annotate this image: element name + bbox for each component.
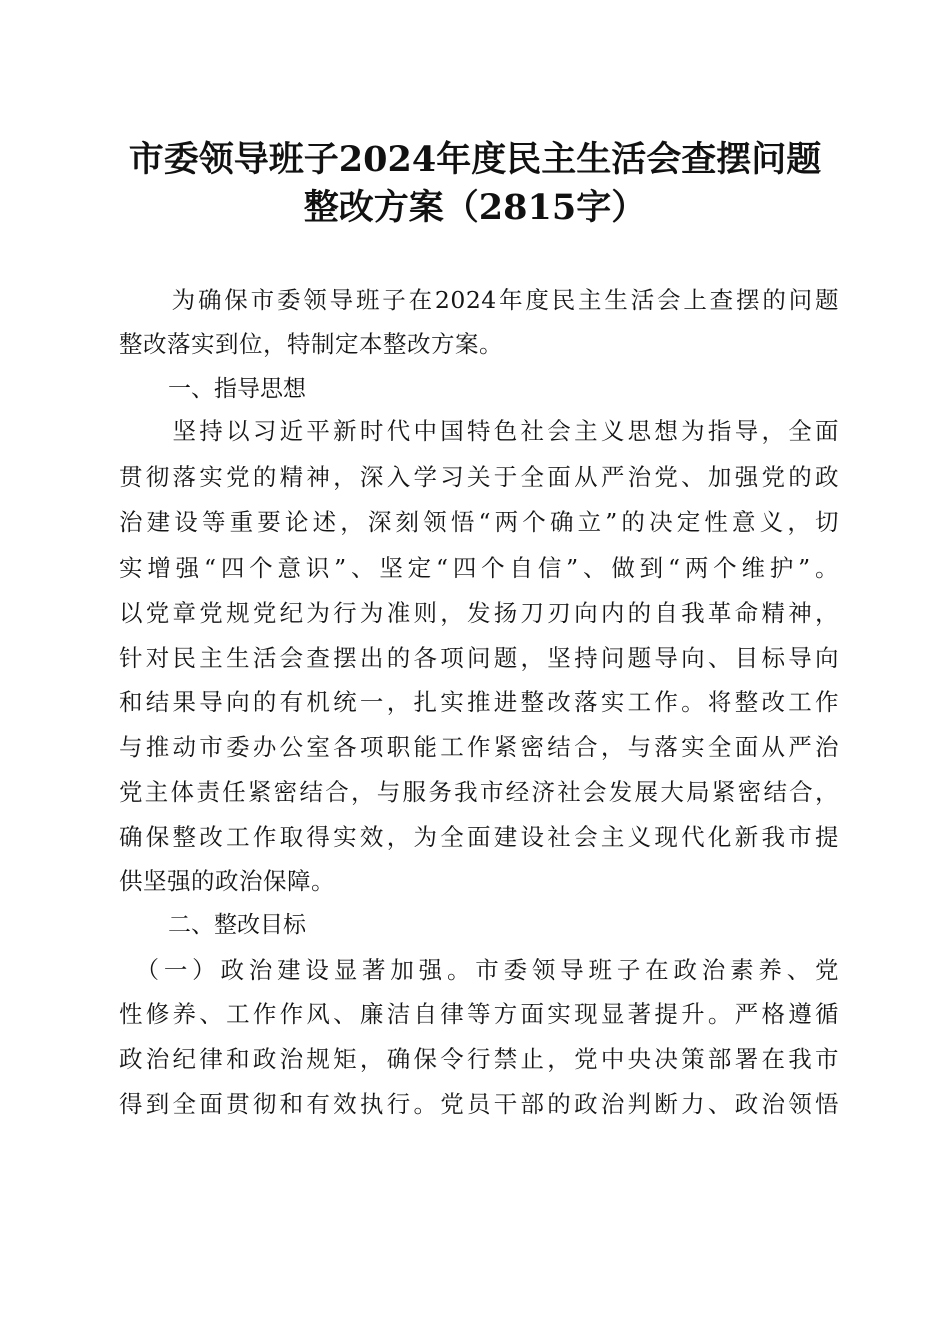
paragraph-line: 得到全面贯彻和有效执行。党员干部的政治判断力、政治领悟 xyxy=(119,1090,839,1118)
paragraph-line: 坚持以习近平新时代中国特色社会主义思想为指导，全面 xyxy=(119,417,839,445)
paragraph-line: （一）政治建设显著加强。市委领导班子在政治素养、党 xyxy=(119,956,839,984)
document-title-line-2: 整改方案（2815字） xyxy=(303,187,647,228)
document-title-line-1: 市委领导班子2024年度民主生活会查摆问题 xyxy=(128,139,822,180)
paragraph-line: 供坚强的政治保障。 xyxy=(119,867,335,895)
paragraph-line: 治建设等重要论述，深刻领悟“两个确立”的决定性意义，切 xyxy=(119,508,839,536)
section-heading-guiding-ideology: 一、指导思想 xyxy=(168,376,306,402)
paragraph-line: 实增强“四个意识”、坚定“四个自信”、做到“两个维护”。 xyxy=(119,554,839,582)
paragraph-line: 和结果导向的有机统一，扎实推进整改落实工作。将整改工作 xyxy=(119,688,839,716)
paragraph-line: 政治纪律和政治规矩，确保令行禁止，党中央决策部署在我市 xyxy=(119,1045,839,1073)
intro-line: 为确保市委领导班子在2024年度民主生活会上查摆的问题 xyxy=(119,286,839,314)
paragraph-line: 贯彻落实党的精神，深入学习关于全面从严治党、加强党的政 xyxy=(119,463,839,491)
paragraph-line: 与推动市委办公室各项职能工作紧密结合，与落实全面从严治 xyxy=(119,733,839,761)
paragraph-line: 性修养、工作作风、廉洁自律等方面实现显著提升。严格遵循 xyxy=(119,1000,839,1028)
intro-line: 整改落实到位，特制定本整改方案。 xyxy=(119,330,503,358)
section-heading-rectification-goals: 二、整改目标 xyxy=(168,912,306,938)
paragraph-line: 以党章党规党纪为行为准则，发扬刀刃向内的自我革命精神， xyxy=(119,599,839,627)
paragraph-line: 针对民主生活会查摆出的各项问题，坚持问题导向、目标导向 xyxy=(119,644,839,672)
paragraph-line: 党主体责任紧密结合，与服务我市经济社会发展大局紧密结合， xyxy=(119,778,839,806)
paragraph-line: 确保整改工作取得实效，为全面建设社会主义现代化新我市提 xyxy=(119,823,839,851)
